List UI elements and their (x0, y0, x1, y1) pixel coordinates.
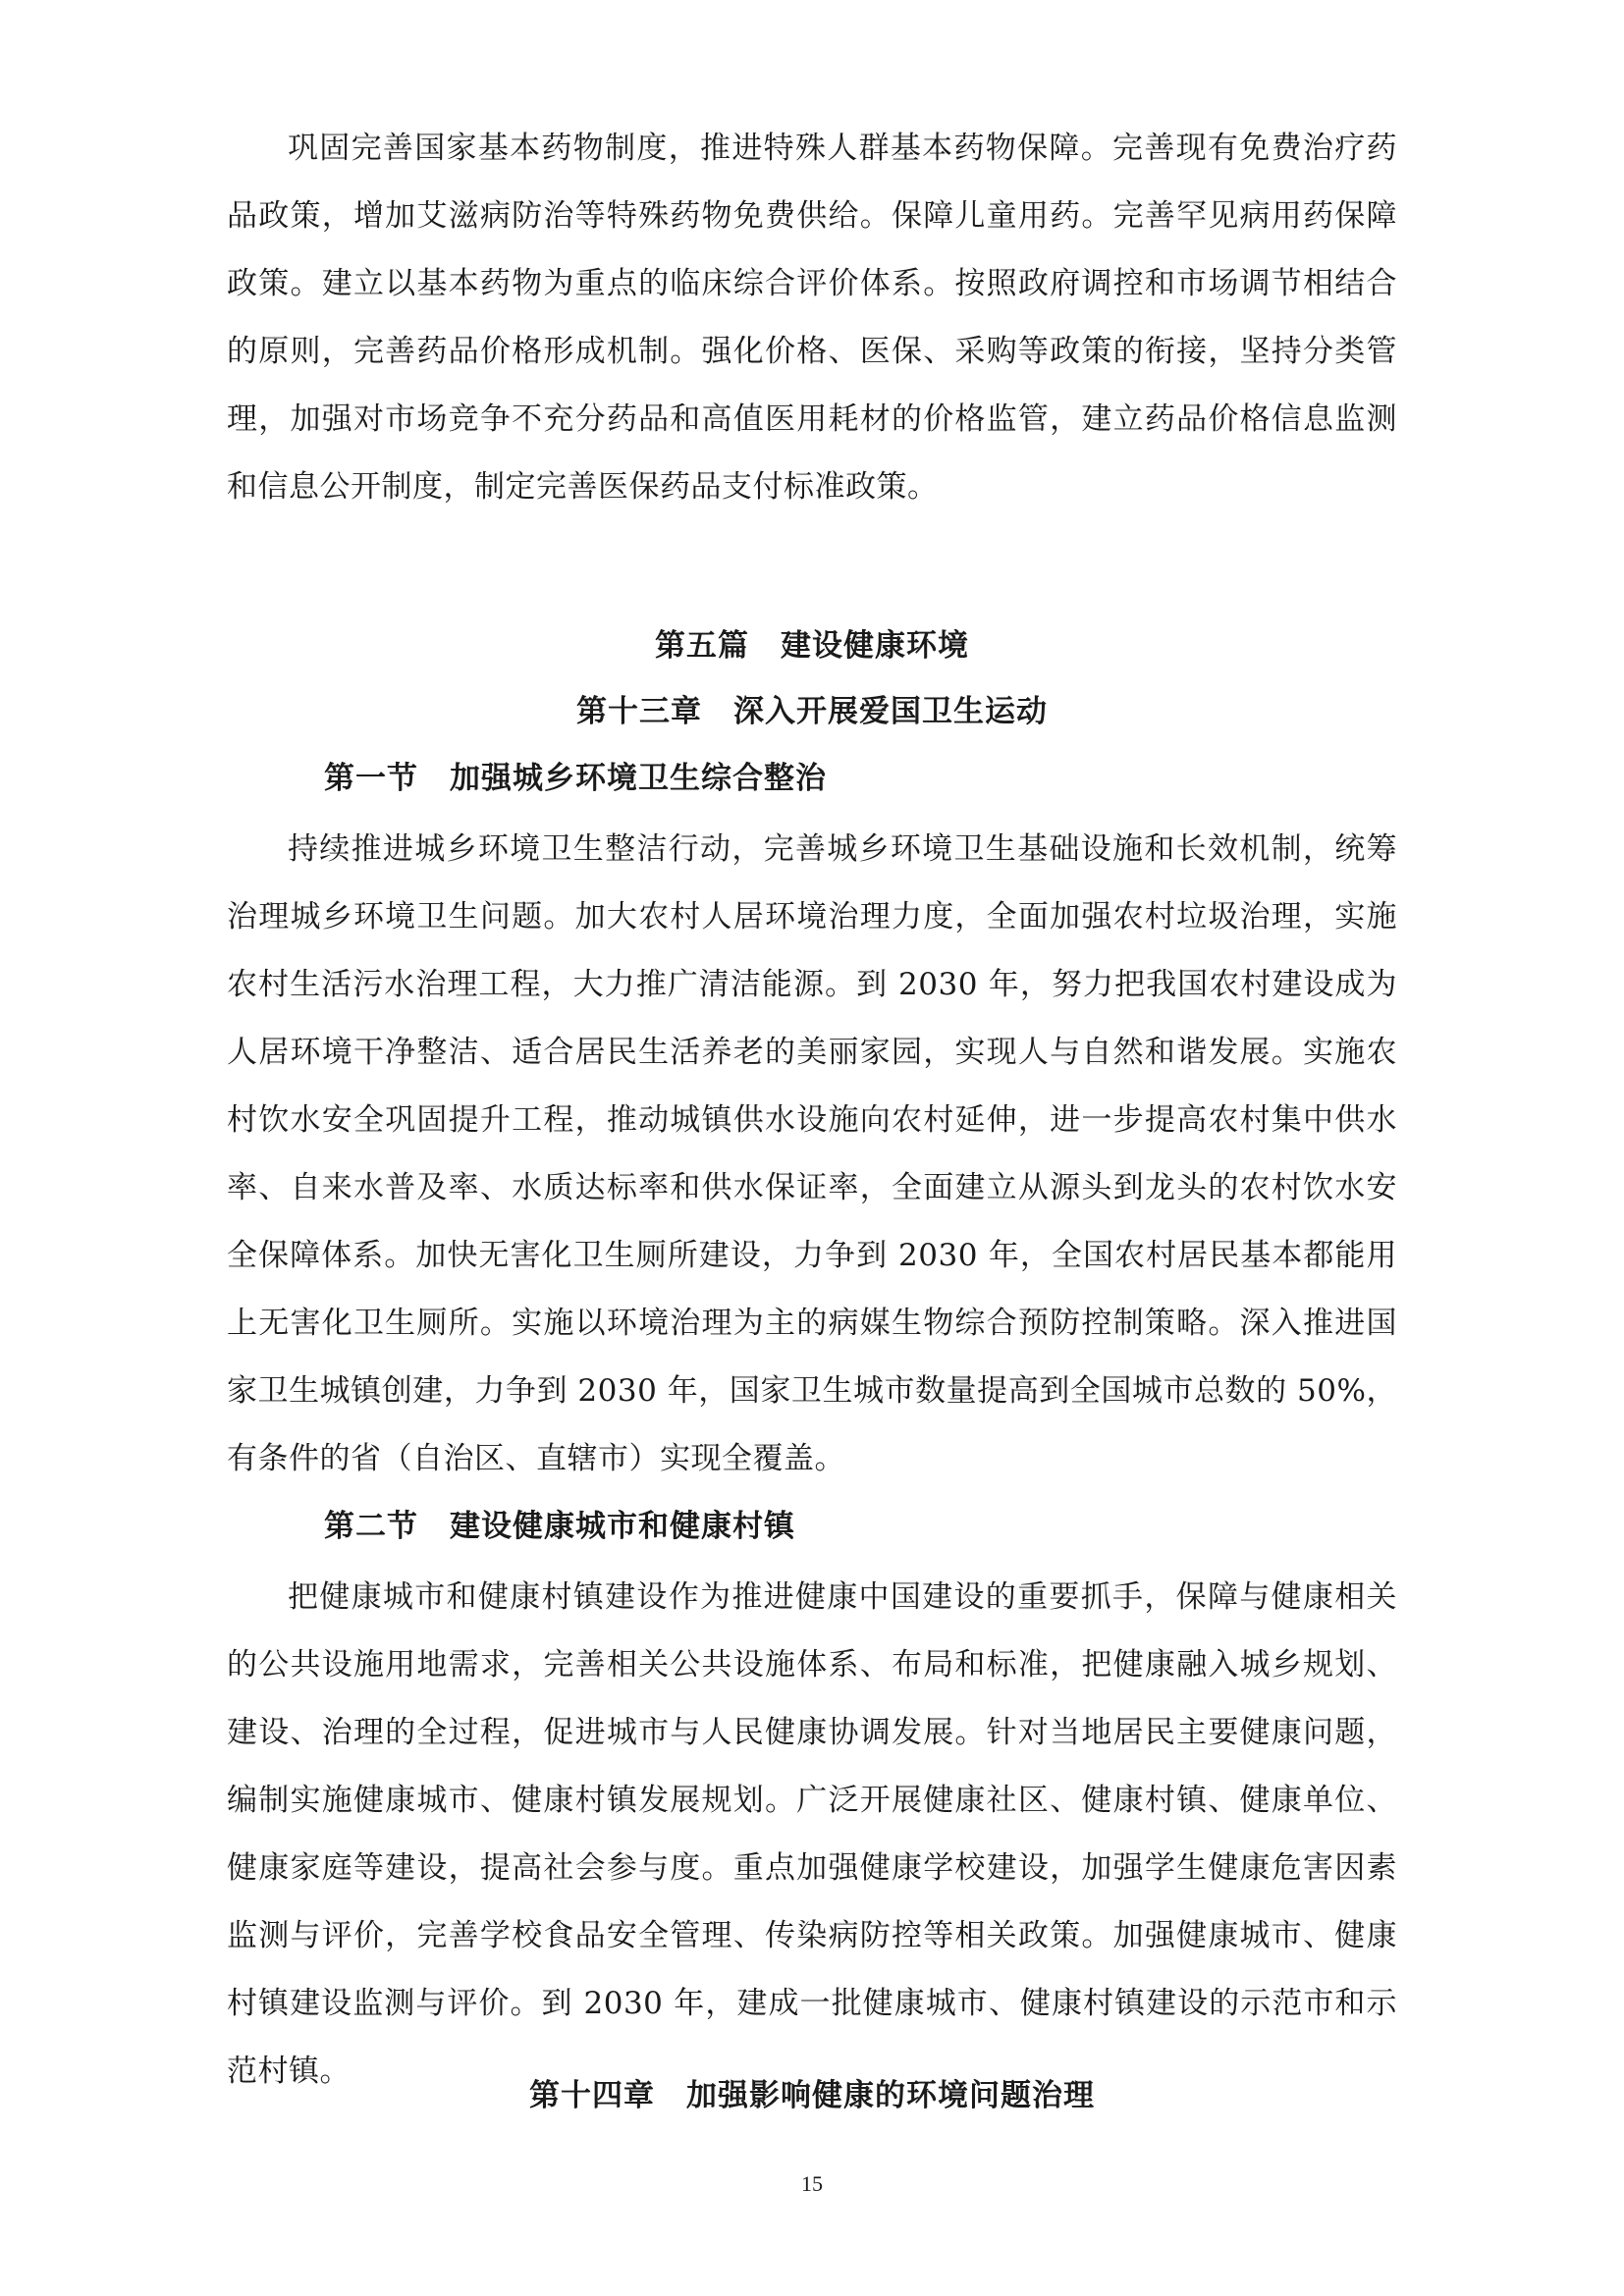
chapter-14-title: 第十四章 加强影响健康的环境问题治理 (529, 2078, 1095, 2113)
paragraph-drug-policy: 巩固完善国家基本药物制度，推进特殊人群基本药物保障。完善现有免费治疗药品政策，增加艾滋病防治等特殊药物免费供给。保障儿童用药。完善罕见病用药保障政策。建立以基本药物为重点的临床综合评价体系。按照政府调控和市场调节相结合的原则，完善药品价格形成机制。强化价格、医保、采购等政策的衔接，坚持分类管理，加强对市场竞争不充分药品和高值医用耗材的价格监管，建立药品价格信息监测和信息公开制度，制定完善医保药品支付标准政策。 (227, 131, 1397, 505)
section-2-title: 第二节 建设健康城市和健康村镇 (324, 1509, 795, 1544)
chapter-13-title: 第十三章 深入开展爱国卫生运动 (576, 694, 1048, 729)
section-1-title: 第一节 加强城乡环境卫生综合整治 (324, 761, 827, 796)
part-title: 第五篇 建设健康环境 (655, 628, 969, 664)
paragraph-section-1: 持续推进城乡环境卫生整洁行动，完善城乡环境卫生基础设施和长效机制，统筹治理城乡环境卫生问题。加大农村人居环境治理力度，全面加强农村垃圾治理，实施农村生活污水治理工程，大力推广清洁能源。到 2030 年，努力把我国农村建设成为人居环境干净整洁、适合居民生活养老的美丽家园，实现人与自然和谐发展。实施农村饮水安全巩固提升工程，推动城镇供水设施向农村延伸，进一步提高农村集中供水率、自来水普及率、水质达标率和供水保证率，全面建立从源头到龙头的农村饮水安全保障体系。加快无害化卫生厕所建设，力争到 2030 年，全国农村居民基本都能用上无害化卫生厕所。实施以环境治理为主的病媒生物综合预防控制策略。深入推进国家卫生城镇创建，力争到 2030 年，国家卫生城市数量提高到全国城市总数的 50%，有条件的省（自治区、直辖市）实现全覆盖。 (227, 831, 1397, 1476)
page-number: 15 (801, 2171, 823, 2196)
paragraph-section-2: 把健康城市和健康村镇建设作为推进健康中国建设的重要抓手，保障与健康相关的公共设施用地需求，完善相关公共设施体系、布局和标准，把健康融入城乡规划、建设、治理的全过程，促进城市与人民健康协调发展。针对当地居民主要健康问题，编制实施健康城市、健康村镇发展规划。广泛开展健康社区、健康村镇、健康单位、健康家庭等建设，提高社会参与度。重点加强健康学校建设，加强学生健康危害因素监测与评价，完善学校食品安全管理、传染病防控等相关政策。加强健康城市、健康村镇建设监测与评价。到 2030 年，建成一批健康城市、健康村镇建设的示范市和示范村镇。 (227, 1579, 1397, 2089)
